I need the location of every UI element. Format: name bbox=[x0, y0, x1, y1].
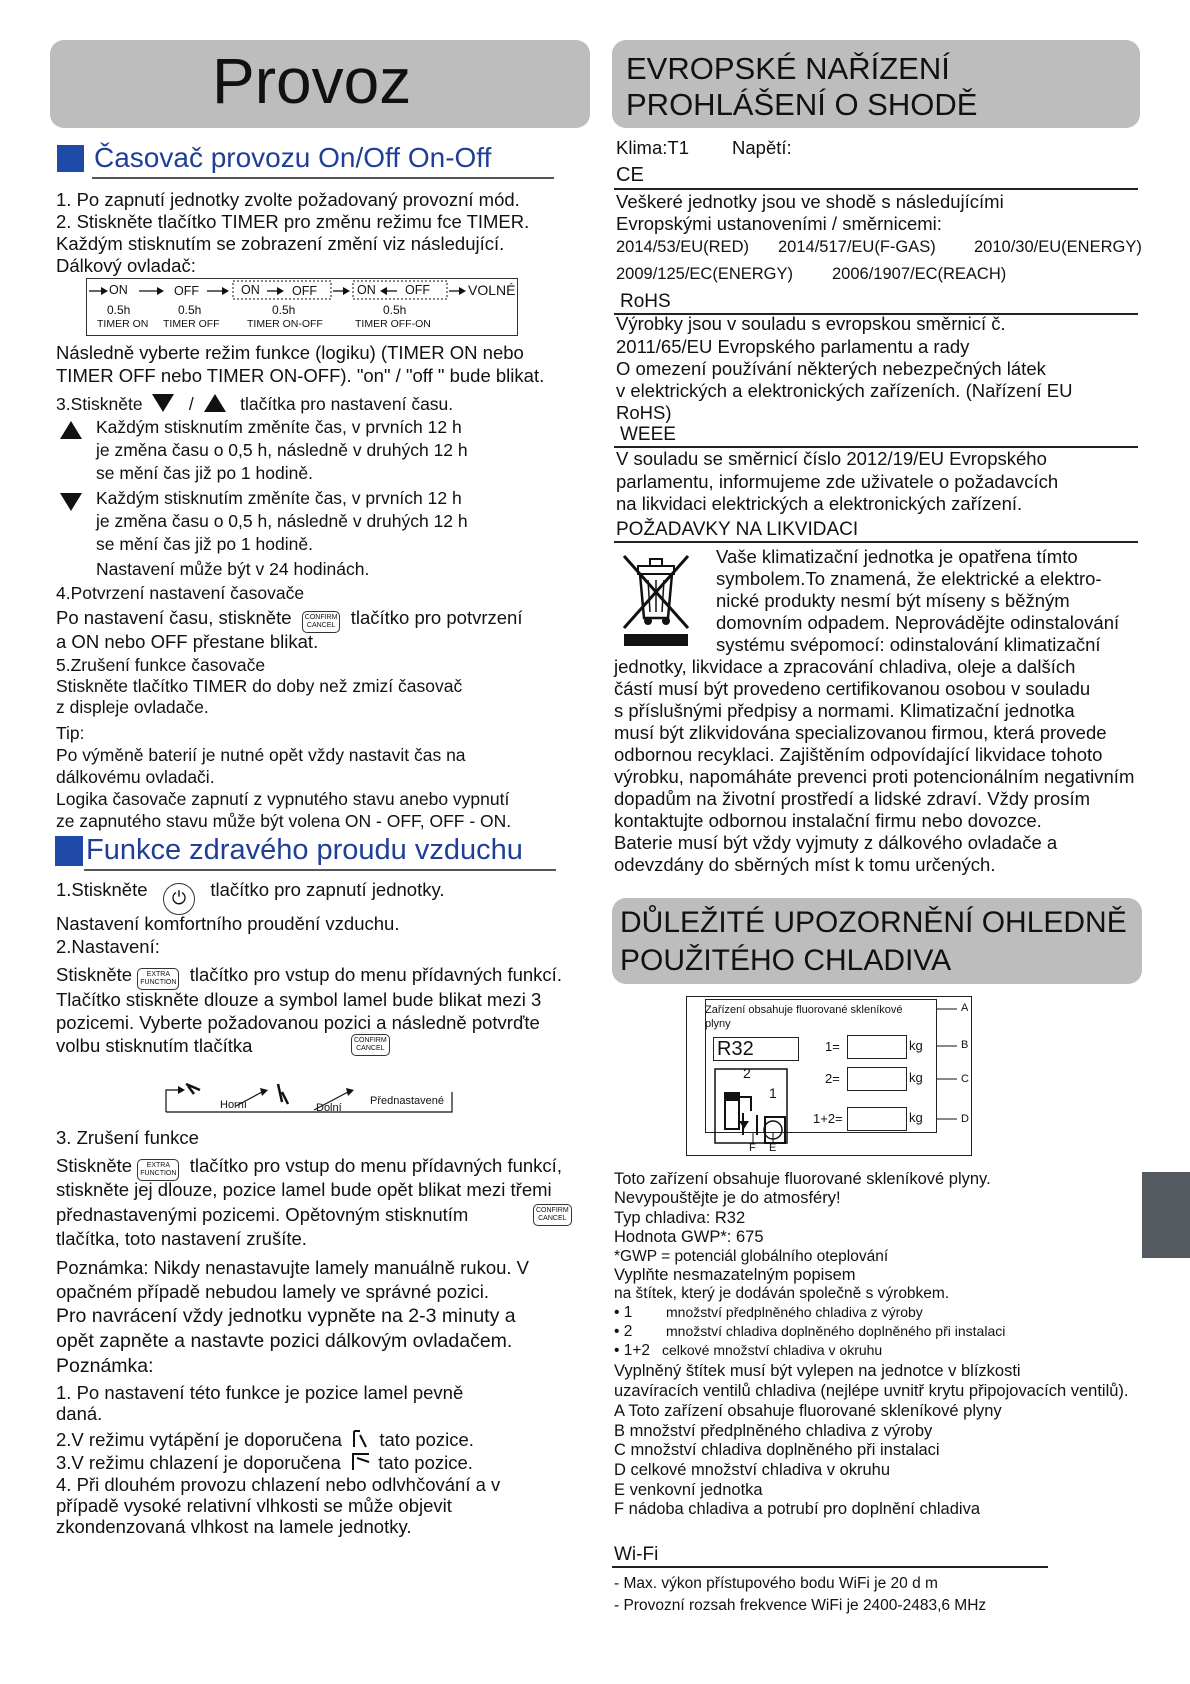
step3-line bbox=[56, 394, 453, 415]
text-line: se mění čas již po 1 hodině. bbox=[96, 463, 313, 483]
disposal-heading: POŽADAVKY NA LIKVIDACI bbox=[616, 519, 859, 540]
text-line: - Max. výkon přístupového bodu WiFi je 20 d m bbox=[614, 1575, 938, 1592]
text-line: - Provozní rozsah frekvence WiFi je 2400-2483,6 MHz bbox=[614, 1597, 987, 1614]
text-line: Evropskými ustanoveními / směrnicemi: bbox=[616, 213, 942, 234]
eq-label: 1+2= bbox=[813, 1111, 843, 1126]
text-line: 3. Zrušení funkce bbox=[56, 1127, 199, 1148]
heating-line bbox=[56, 1429, 474, 1451]
s2-text: 1.Stiskněte bbox=[56, 879, 148, 900]
icon-label: EXTRA bbox=[146, 1162, 170, 1169]
text-line: uzavíracích ventilů chladiva (nejlépe uvnitř krytu připojovacích ventilů). bbox=[614, 1382, 1129, 1400]
text-line: 2.Nastavení: bbox=[56, 936, 160, 957]
text-line: zkondenzovaná vlhkost na lamele jednotky. bbox=[56, 1516, 412, 1537]
timer-free-label: VOLNÉ bbox=[468, 282, 516, 298]
text-line: dopadům na životní prostředí a lidské zdraví. Vždy prosím bbox=[614, 788, 1091, 809]
icon-label: CANCEL bbox=[306, 622, 336, 629]
extra-function-icon bbox=[137, 968, 179, 990]
icon-label: CONFIRM bbox=[354, 1037, 387, 1044]
text-line: Veškeré jednotky jsou ve shodě s následujícími bbox=[616, 191, 1004, 212]
power-icon: ⏻ bbox=[163, 883, 195, 915]
text-line: Dálkový ovladač: bbox=[56, 255, 196, 276]
label-heading: Zařízení obsahuje fluorované skleníkové bbox=[705, 1004, 903, 1016]
text-line: Nastavení může být v 24 hodinách. bbox=[96, 559, 370, 579]
directive: 2010/30/EU(ENERGY) bbox=[974, 238, 1142, 256]
text-line: a ON nebo OFF přestane blikat. bbox=[56, 631, 319, 652]
ce-heading: CE bbox=[616, 164, 644, 186]
legend-line: A Toto zařízení obsahuje fluorované skleníkové plyny bbox=[614, 1402, 1002, 1420]
bullet-num: • 2 bbox=[614, 1323, 633, 1340]
down-arrow-icon bbox=[152, 394, 174, 412]
label-letter: C bbox=[961, 1073, 969, 1085]
leader-lines bbox=[687, 997, 973, 1157]
bullet-text: množství předplněného chladiva z výroby bbox=[666, 1304, 923, 1320]
timer-on-label: ON bbox=[109, 283, 128, 297]
text-line: Každým stisknutím změníte čas, v prvních 12 h bbox=[96, 417, 462, 437]
text-line: kontaktujte odbornou instalační firmu nebo dovozce. bbox=[614, 810, 1042, 831]
text-line: z displeje ovladače. bbox=[56, 697, 209, 717]
timer-mode-diagram bbox=[86, 278, 518, 336]
confirm-cancel-icon bbox=[351, 1034, 390, 1056]
text-line: 1. Po zapnutí jednotky zvolte požadovaný provozní mód. bbox=[56, 189, 520, 210]
text-line: v elektrických a elektronických zařízeních. (Nařízení EU bbox=[616, 380, 1073, 401]
step3-text: tlačítka pro nastavení času. bbox=[240, 394, 454, 414]
label-letter: E bbox=[769, 1142, 777, 1154]
timer-step-label: 0.5h bbox=[107, 303, 131, 317]
text-line: Poznámka: bbox=[56, 1355, 154, 1377]
slash: / bbox=[188, 394, 194, 414]
s3-text: tlačítko pro vstup do menu přídavných funkcí, bbox=[189, 1155, 562, 1176]
text-line: Poznámka: Nikdy nenastavujte lamely manuálně rukou. V bbox=[56, 1257, 530, 1278]
text-line: 4.Potvrzení nastavení časovače bbox=[56, 583, 305, 603]
confirm-cancel-icon bbox=[533, 1204, 572, 1226]
text-line: ze zapnutého stavu může být volena ON - OFF, OFF - ON. bbox=[56, 811, 512, 831]
legend-line: E venkovní jednotka bbox=[614, 1481, 763, 1499]
directive: 2014/53/EU(RED) bbox=[616, 238, 749, 256]
legend-line: D celkové množství chladiva v okruhu bbox=[614, 1461, 891, 1479]
timer-mode-label: TIMER OFF bbox=[163, 318, 220, 330]
text-line: se mění čas již po 1 hodině. bbox=[96, 534, 313, 554]
text-line: na likvidaci elektrických a elektronických zařízení. bbox=[616, 493, 1023, 514]
text-line: pozicemi. Vyberte požadovanou pozici a následně potvrďte bbox=[56, 1012, 540, 1033]
timer-on-label: ON bbox=[357, 283, 376, 297]
s2-text: tlačítko pro vstup do menu přídavných funkcí. bbox=[189, 964, 562, 985]
text-line: domovním odpadem. Neprovádějte odinstalování bbox=[716, 612, 1120, 633]
refrigerant-label-diagram bbox=[686, 996, 972, 1156]
text-line: 2. Stiskněte tlačítko TIMER pro změnu režimu fce TIMER. bbox=[56, 211, 530, 232]
text-line: Tlačítko stiskněte dlouze a symbol lamel bude blikat mezi 3 bbox=[56, 989, 542, 1010]
directive: 2014/517/EU(F-GAS) bbox=[778, 238, 936, 256]
page-title: Provoz bbox=[212, 45, 412, 117]
text-line: 1. Po nastavení této funkce je pozice lamel pevně bbox=[56, 1382, 464, 1403]
text-line: Výrobky jsou v souladu s evropskou směrnicí č. bbox=[616, 313, 1006, 334]
icon-label: EXTRA bbox=[146, 971, 170, 978]
text-line: musí být zlikvidována specializovanou firmou, která provede bbox=[614, 722, 1107, 743]
step4-line bbox=[56, 608, 522, 633]
timer-mode-label: TIMER OFF-ON bbox=[355, 318, 431, 330]
bullet-num: • 1+2 bbox=[614, 1342, 651, 1359]
timer-mode-label: TIMER ON bbox=[97, 318, 149, 330]
louver-down-icon bbox=[352, 1429, 374, 1449]
text-line: Tip: bbox=[56, 723, 85, 743]
louver-preset-label: Přednastavené bbox=[370, 1095, 444, 1107]
section-title: PROHLÁŠENÍ O SHODĚ bbox=[626, 87, 978, 122]
section-marker bbox=[55, 836, 83, 866]
weee-heading: WEEE bbox=[620, 424, 676, 445]
text-line: Vyplňte nesmazatelným popisem bbox=[614, 1266, 856, 1284]
rule bbox=[612, 1566, 1048, 1568]
text-line: O omezení používání některých nebezpečných látek bbox=[616, 358, 1046, 379]
louver-position-diagram bbox=[164, 1080, 454, 1116]
text-line: Každým stisknutím se zobrazení změní viz následující. bbox=[56, 233, 505, 254]
legend-line: F nádoba chladiva a potrubí pro doplnění chladiva bbox=[614, 1500, 981, 1518]
text-line: Každým stisknutím změníte čas, v prvních 12 h bbox=[96, 488, 462, 508]
confirm-cancel-icon bbox=[302, 611, 341, 633]
bullet-text: množství chladiva doplněného doplněného při instalaci bbox=[666, 1323, 1006, 1339]
eq-label: 2= bbox=[825, 1071, 840, 1086]
legend-line: C množství chladiva doplněného při instalaci bbox=[614, 1441, 940, 1459]
text-line: Následně vyberte režim funkce (logiku) (TIMER ON nebo bbox=[56, 342, 524, 363]
text-line: 5.Zrušení funkce časovače bbox=[56, 655, 266, 675]
text-line: *GWP = potenciál globálního oteplování bbox=[614, 1248, 889, 1265]
text-line: je změna času o 0,5 h, následně v druhých 12 h bbox=[96, 511, 468, 531]
s2-press bbox=[56, 965, 562, 990]
text-line: přednastavenými pozicemi. Opětovným stisknutím bbox=[56, 1204, 469, 1225]
icon-label: FUNCTION bbox=[140, 1170, 177, 1177]
legend-line: B množství předplněného chladiva z výroby bbox=[614, 1422, 933, 1440]
text-line: částí musí být provedeno certifikovanou osobou v souladu bbox=[614, 678, 1091, 699]
text-line: dálkovému ovladači. bbox=[56, 767, 215, 787]
heat-text: tato pozice. bbox=[379, 1429, 474, 1450]
text-line: Logika časovače zapnutí z vypnutého stavu anebo vypnutí bbox=[56, 789, 510, 809]
text-line: na štítek, který je dodáván společně s výrobkem. bbox=[614, 1285, 950, 1302]
step3-text: 3.Stiskněte bbox=[56, 394, 143, 414]
down-arrow-icon bbox=[60, 493, 82, 514]
label-letter: D bbox=[961, 1113, 969, 1125]
text-line: případě vysoké relativní vlhkosti se může objevit bbox=[56, 1495, 452, 1516]
klima-label: Klima:T1 bbox=[616, 137, 689, 158]
label-letter: A bbox=[961, 1002, 969, 1014]
text-line: TIMER OFF nebo TIMER ON-OFF). "on" / "off " bude blikat. bbox=[56, 365, 545, 386]
crossed-bin-icon bbox=[618, 546, 698, 648]
icon-label: CONFIRM bbox=[304, 614, 338, 621]
timer-step-label: 0.5h bbox=[272, 303, 296, 317]
wifi-heading: Wi-Fi bbox=[614, 1544, 659, 1565]
section-title: DŮLEŽITÉ UPOZORNĚNÍ OHLEDNĚ bbox=[620, 906, 1127, 939]
text-line: stiskněte jej dlouze, pozice lamel bude opět blikat mezi třemi bbox=[56, 1179, 552, 1200]
text-line: 4. Při dlouhém provozu chlazení nebo odlvhčování a v bbox=[56, 1474, 501, 1495]
rule bbox=[614, 541, 1138, 543]
text-line: je změna času o 0,5 h, následně v druhých 12 h bbox=[96, 440, 468, 460]
text-line: jednotky, likvidace a zpracování chladiva, oleje a dalších bbox=[614, 656, 1076, 677]
text-line: daná. bbox=[56, 1403, 103, 1424]
cool-text: tato pozice. bbox=[378, 1452, 473, 1473]
text-line: Vaše klimatizační jednotka je opatřena tímto bbox=[716, 546, 1078, 567]
timer-step-label: 0.5h bbox=[178, 303, 202, 317]
icon-label: FUNCTION bbox=[140, 979, 177, 986]
text-line: Pro navrácení vždy jednotku vypněte na 2-3 minuty a bbox=[56, 1305, 516, 1327]
label-number: 1 bbox=[769, 1085, 777, 1101]
louver-up-icon bbox=[351, 1452, 373, 1472]
text-line: 2011/65/EU Evropského parlamentu a rady bbox=[616, 336, 970, 357]
text-line: symbolem.To znamená, že elektrické a elektro- bbox=[716, 568, 1102, 589]
label-letter: F bbox=[749, 1142, 756, 1154]
rule bbox=[614, 188, 1138, 190]
section-heading-timer: Časovač provozu On/Off On-Off bbox=[94, 142, 492, 173]
timer-off-label: OFF bbox=[292, 284, 317, 298]
text-line: Nastavení komfortního proudění vzduchu. bbox=[56, 913, 400, 934]
text-line: opět zapněte a nastavte pozici dálkovým ovladačem. bbox=[56, 1330, 513, 1352]
heading-underline bbox=[84, 869, 556, 871]
cool-text: 3.V režimu chlazení je doporučena bbox=[56, 1452, 341, 1473]
text-line: Stiskněte tlačítko TIMER do doby než zmizí časovač bbox=[56, 676, 463, 696]
s3-text: Stiskněte bbox=[56, 1155, 133, 1176]
text-line: odevzdány do sběrných míst k tomu určených. bbox=[614, 854, 996, 875]
text-line: Toto zařízení obsahuje fluorované skleníkové plyny. bbox=[614, 1170, 991, 1188]
label-letter: B bbox=[961, 1039, 969, 1051]
unit-label: kg bbox=[909, 1070, 923, 1085]
heading-underline bbox=[92, 177, 554, 179]
timer-step-label: 0.5h bbox=[383, 303, 407, 317]
bullet-text: celkové množství chladiva v okruhu bbox=[662, 1342, 883, 1358]
text-line: Po výměně baterií je nutné opět vždy nastavit čas na bbox=[56, 745, 466, 765]
section-marker bbox=[57, 145, 84, 172]
text-line: opačném případě nebudou lamely ve správné pozici. bbox=[56, 1281, 489, 1302]
directive: 2009/125/EC(ENERGY) bbox=[616, 265, 793, 283]
directive: 2006/1907/EC(REACH) bbox=[832, 265, 1007, 283]
text-line: systému svépomocí: odinstalování klimatizační bbox=[716, 634, 1101, 655]
timer-off-label: OFF bbox=[405, 283, 430, 297]
section-heading-airflow: Funkce zdravého proudu vzduchu bbox=[86, 834, 523, 866]
timer-off-label: OFF bbox=[174, 284, 199, 298]
text-line: tlačítka, toto nastavení zrušíte. bbox=[56, 1228, 307, 1249]
bullet-num: • 1 bbox=[614, 1304, 633, 1321]
label-number: 2 bbox=[743, 1065, 751, 1081]
icon-label: CANCEL bbox=[538, 1215, 567, 1222]
extra-function-icon bbox=[137, 1159, 179, 1181]
s2-text: Stiskněte bbox=[56, 964, 133, 985]
text-line: Vyplněný štítek musí být vylepen na jednotce v blízkosti bbox=[614, 1362, 1021, 1380]
s2-step1 bbox=[56, 880, 445, 915]
icon-label: CANCEL bbox=[356, 1045, 385, 1052]
up-arrow-icon bbox=[60, 421, 82, 442]
text-line: Nevypouštějte je do atmosféry! bbox=[614, 1189, 841, 1207]
text-line: V souladu se směrnicí číslo 2012/19/EU Evropského bbox=[616, 448, 1047, 469]
text-line: s příslušnými předpisy a normami. Klimatizační jednotka bbox=[614, 700, 1075, 721]
text-line: odbornou recyklaci. Zajištěním odpovídající likvidace tohoto bbox=[614, 744, 1103, 765]
heat-text: 2.V režimu vytápění je doporučena bbox=[56, 1429, 342, 1450]
eq-label: 1= bbox=[825, 1039, 840, 1054]
text-line: parlamentu, informujeme zde uživatele o požadavcích bbox=[616, 471, 1059, 492]
text-line: volbu stisknutím tlačítka bbox=[56, 1035, 253, 1056]
timer-on-label: ON bbox=[241, 283, 260, 297]
text-line: nické produkty nesmí být míseny s běžným bbox=[716, 590, 1070, 611]
text-line: výrobku, napomáháte prevenci proti potencionálním negativním bbox=[614, 766, 1135, 787]
unit-label: kg bbox=[909, 1110, 923, 1125]
rohs-heading: RoHS bbox=[620, 291, 671, 312]
text-line: RoHS) bbox=[616, 402, 672, 423]
text-line: Typ chladiva: R32 bbox=[614, 1209, 746, 1227]
step4-text: Po nastavení času, stiskněte bbox=[56, 607, 292, 628]
section-title: EVROPSKÉ NAŘÍZENÍ bbox=[626, 51, 950, 86]
icon-label: CONFIRM bbox=[536, 1207, 569, 1214]
side-tab bbox=[1142, 1172, 1190, 1258]
timer-mode-label: TIMER ON-OFF bbox=[247, 318, 323, 330]
up-arrow-icon bbox=[204, 394, 226, 412]
cooling-line bbox=[56, 1452, 473, 1474]
text-line: Hodnota GWP*: 675 bbox=[614, 1228, 764, 1246]
r32-label: R32 bbox=[717, 1038, 754, 1060]
napeti-label: Napětí: bbox=[732, 137, 792, 158]
louver-upper-label: Horní bbox=[220, 1099, 247, 1111]
louver-lower-label: Dolní bbox=[316, 1102, 342, 1114]
text-line: Baterie musí být vždy vyjmuty z dálkového ovladače a bbox=[614, 832, 1058, 853]
s3-press bbox=[56, 1156, 562, 1181]
label-heading: plyny bbox=[705, 1018, 731, 1030]
unit-label: kg bbox=[909, 1038, 923, 1053]
s2-text: tlačítko pro zapnutí jednotky. bbox=[210, 879, 445, 900]
step4-text: tlačítko pro potvrzení bbox=[350, 607, 523, 628]
section-title: POUŽITÉHO CHLADIVA bbox=[620, 944, 952, 977]
